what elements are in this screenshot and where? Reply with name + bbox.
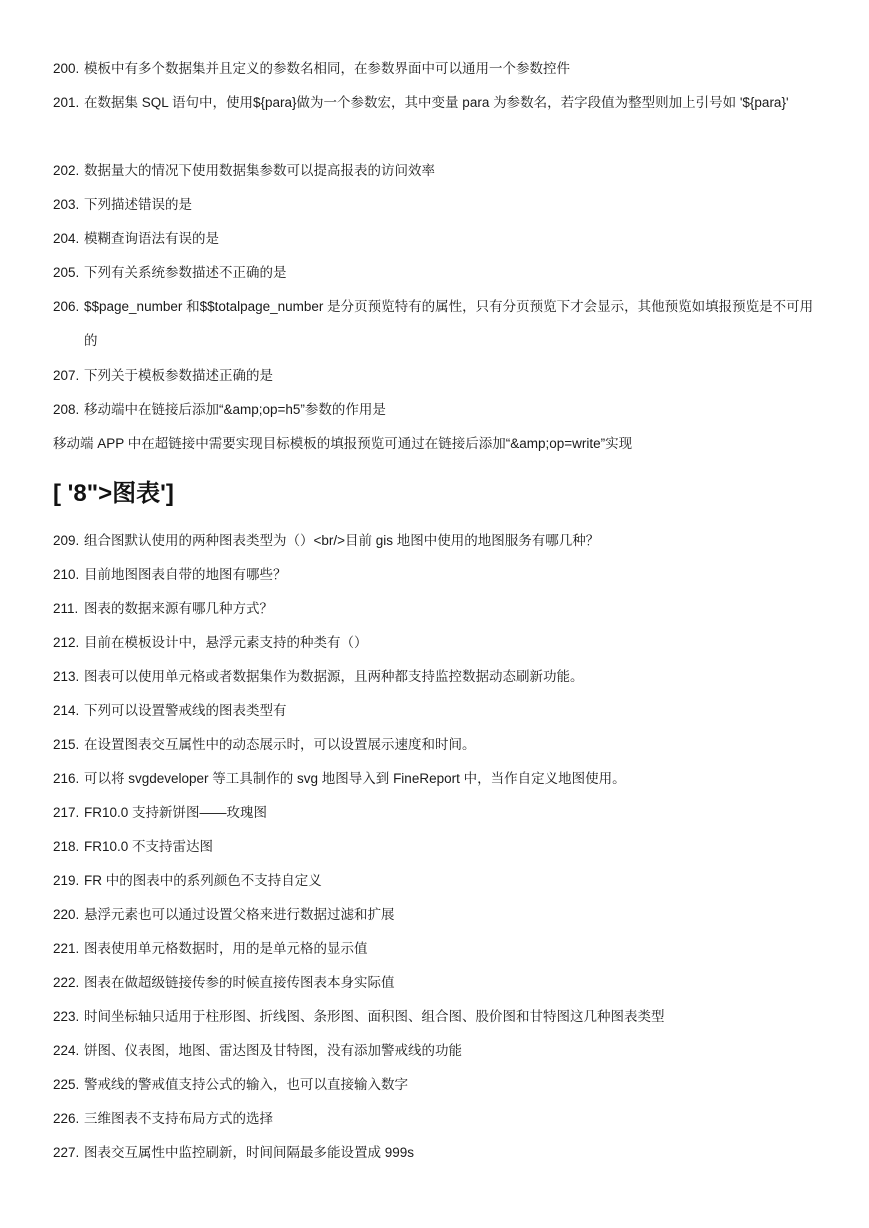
question-number: 225. — [53, 1077, 80, 1092]
question-text: 目前地图图表自带的地图有哪些？ — [84, 567, 287, 582]
question-item-225 — [53, 1068, 828, 1102]
question-text: 在设置图表交互属性中的动态展示时，可以设置展示速度和时间。 — [84, 737, 476, 752]
question-number: 200. — [53, 61, 80, 76]
question-item-205 — [53, 256, 828, 290]
question-number: 219. — [53, 873, 80, 888]
question-item-202 — [53, 154, 828, 188]
question-text: 下列可以设置警戒线的图表类型有 — [84, 703, 287, 718]
question-text: 下列关于模板参数描述正确的是 — [84, 368, 273, 383]
question-number: 221. — [53, 941, 80, 956]
question-item-212 — [53, 626, 828, 660]
question-text: 时间坐标轴只适用于柱形图、折线图、条形图、面积图、组合图、股价图和甘特图这几种图表类型 — [84, 1009, 665, 1024]
question-item-222 — [53, 966, 828, 1000]
question-number: 218. — [53, 839, 80, 854]
question-number: 216. — [53, 771, 80, 786]
question-text: 图表在做超级链接传参的时候直接传图表本身实际值 — [84, 975, 395, 990]
question-number: 224. — [53, 1043, 80, 1058]
question-number: 226. — [53, 1111, 80, 1126]
question-number: 212. — [53, 635, 80, 650]
question-number: 223. — [53, 1009, 80, 1024]
question-item-217 — [53, 796, 828, 830]
question-text: 图表使用单元格数据时，用的是单元格的显示值 — [84, 941, 368, 956]
question-number: 202. — [53, 163, 80, 178]
question-number: 217. — [53, 805, 80, 820]
question-item-219 — [53, 864, 828, 898]
question-text: 悬浮元素也可以通过设置父格来进行数据过滤和扩展 — [84, 907, 395, 922]
question-number: 206. — [53, 299, 80, 314]
question-number: 209. — [53, 533, 80, 548]
question-number: 213. — [53, 669, 80, 684]
question-text: 在数据集 SQL 语句中，使用${para}做为一个参数宏，其中变量 para 为参数名，若字段值为整型则加上引号如 '${para}' — [84, 95, 789, 110]
question-item-201 — [53, 86, 828, 120]
question-item-211 — [53, 592, 828, 626]
question-item-210 — [53, 558, 828, 592]
question-number: 205. — [53, 265, 80, 280]
question-item-216 — [53, 762, 828, 796]
question-text: 图表可以使用单元格或者数据集作为数据源，且两种都支持监控数据动态刷新功能。 — [84, 669, 584, 684]
question-text: 饼图、仪表图，地图、雷达图及甘特图，没有添加警戒线的功能 — [84, 1043, 462, 1058]
question-text: $$page_number 和$$totalpage_number 是分页预览特有的属性，只有分页预览下才会显示，其他预览如填报预览是不可用的 — [84, 299, 814, 348]
question-number: 222. — [53, 975, 80, 990]
question-item-224 — [53, 1034, 828, 1068]
question-number: 214. — [53, 703, 80, 718]
question-item-204 — [53, 222, 828, 256]
question-text: FR10.0 不支持雷达图 — [84, 839, 214, 854]
section-heading: [ '8">图表'] — [53, 480, 174, 507]
question-text: FR10.0 支持新饼图——玫瑰图 — [84, 805, 268, 820]
question-text: 下列描述错误的是 — [84, 197, 192, 212]
question-item-221 — [53, 932, 828, 966]
question-item-214 — [53, 694, 828, 728]
question-item-208 — [53, 393, 828, 427]
question-item-200 — [53, 52, 828, 86]
question-item-220 — [53, 898, 828, 932]
question-text: 组合图默认使用的两种图表类型为（）<br/>目前 gis 地图中使用的地图服务有哪几种？ — [84, 533, 600, 548]
question-item-209 — [53, 524, 828, 558]
question-text: 数据量大的情况下使用数据集参数可以提高报表的访问效率 — [84, 163, 435, 178]
question-text: 图表的数据来源有哪几种方式？ — [84, 601, 273, 616]
question-number: 211. — [53, 601, 79, 616]
question-item-206 — [53, 290, 828, 358]
question-text: 移动端中在链接后添加“&amp;op=h5”参数的作用是 — [84, 402, 386, 417]
question-item-218 — [53, 830, 828, 864]
question-text: 目前在模板设计中，悬浮元素支持的种类有（） — [84, 635, 368, 650]
plain-text-line: 移动端 APP 中在超链接中需要实现目标模板的填报预览可通过在链接后添加“&amp;op=write”实现 — [53, 436, 633, 451]
question-number: 215. — [53, 737, 80, 752]
question-item-215 — [53, 728, 828, 762]
question-item-213 — [53, 660, 828, 694]
question-text: 模糊查询语法有误的是 — [84, 231, 219, 246]
question-item-227 — [53, 1136, 828, 1170]
question-text: 三维图表不支持布局方式的选择 — [84, 1111, 273, 1126]
question-number: 227. — [53, 1145, 80, 1160]
question-item-203 — [53, 188, 828, 222]
question-number: 203. — [53, 197, 80, 212]
question-text: 可以将 svgdeveloper 等工具制作的 svg 地图导入到 FineReport 中，当作自定义地图使用。 — [84, 771, 626, 786]
question-text: 图表交互属性中监控刷新，时间间隔最多能设置成 999s — [84, 1145, 415, 1160]
question-number: 210. — [53, 567, 80, 582]
question-text: 下列有关系统参数描述不正确的是 — [84, 265, 287, 280]
question-number: 208. — [53, 402, 80, 417]
question-text: 模板中有多个数据集并且定义的参数名相同，在参数界面中可以通用一个参数控件 — [84, 61, 570, 76]
question-text: 警戒线的警戒值支持公式的输入，也可以直接输入数字 — [84, 1077, 408, 1092]
question-item-223 — [53, 1000, 828, 1034]
question-number: 207. — [53, 368, 80, 383]
question-number: 201. — [53, 95, 80, 110]
question-text: FR 中的图表中的系列颜色不支持自定义 — [84, 873, 322, 888]
question-item-226 — [53, 1102, 828, 1136]
question-number: 204. — [53, 231, 80, 246]
question-number: 220. — [53, 907, 80, 922]
question-item-207 — [53, 359, 828, 393]
